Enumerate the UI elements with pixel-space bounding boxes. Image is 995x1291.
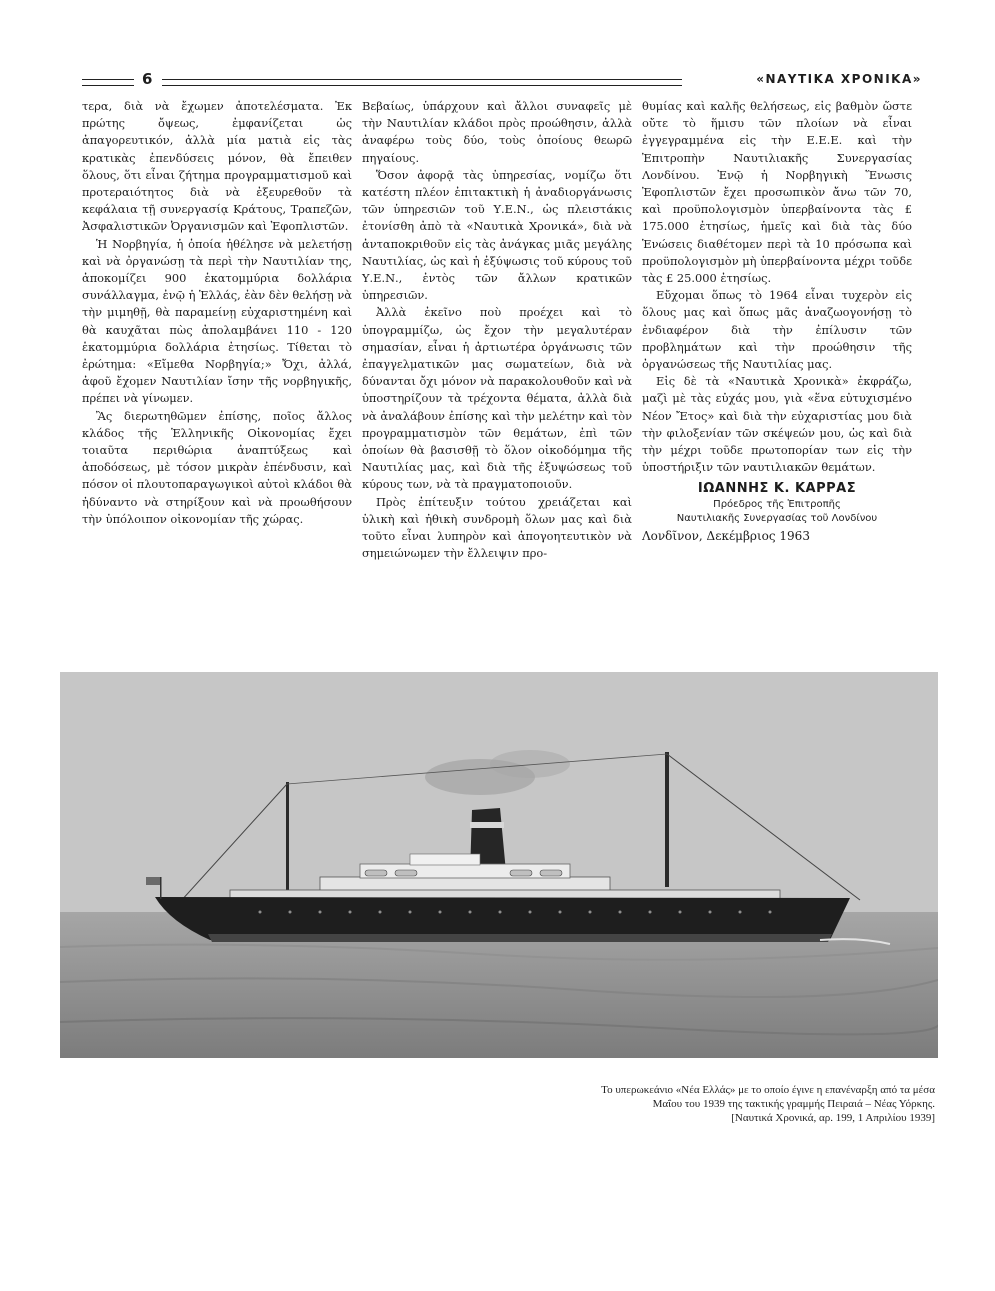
article-column-1 [82, 98, 352, 528]
paragraph: Εὔχομαι ὅπως τὸ 1964 εἶναι τυχερὸν εἰς ὅλους μας καὶ ὅπως μᾶς ἀναζωογονήσῃ τὸ ἐνδιαφέρον διὰ τὴν ἐπίλυσιν τῶν προβλημάτων καὶ τὴν προώθησιν τῆς ὀργανώσεως τῆς Ναυτιλίας μας. [642, 288, 912, 372]
paragraph: θυμίας καὶ καλῆς θελήσεως, εἰς βαθμὸν ὥστε οὔτε τὸ ἥμισυ τῶν πλοίων νὰ εἶναι ἐγγεγραμμένα εἰς τὴν Ε.Ε.Ε. καὶ τὴν Ἐπιτροπὴν Ναυτιλιακῆς Συνεργασίας Λονδίνου. Ἐνῷ ἡ Νορβηγικὴ Ἕνωσις Ἐφοπλιστῶν ἔχει προσωπικὸν ἄνω τῶν 70, καὶ προϋπολογισμὸν ὑπερβαίνοντα τὰς £ 175.000 ἐτησίως, ἡμεῖς καὶ διὰ τὰς δύο Ἑνώσεις διαθέτομεν περὶ τὰ 10 πρόσωπα καὶ προϋπολογισμὸν μὴ ὑπερβαίνοντα μέχρι τοῦδε τὰς £ 25.000 ἐτησίως. [642, 99, 912, 286]
fore-mast [286, 782, 289, 902]
signature-organization: Ναυτιλιακῆς Συνεργασίας τοῦ Λονδίνου [676, 512, 878, 524]
ocean-liner-illustration [60, 672, 938, 1058]
paragraph: τερα, διὰ νὰ ἔχωμεν ἀποτελέσματα. Ἐκ πρώτης ὄψεως, ἐμφανίζεται ὡς ἀπαγορευτικόν, ἀλλὰ μία ματιὰ εἰς τὰς κρατικὰς ἐπενδύσεις μόνον, θὰ ἔπειθεν ὅλους, ὅτι εἶναι ζήτημα προγραμματισμοῦ καὶ προτεραιότητος διὰ νὰ ἐξευρεθοῦν τὰ κεφάλαια τῇ συνεργασίᾳ Κράτους, Τραπεζῶν, Ἀσφαλιστικῶν Ὀργανισμῶν καὶ Ἐφοπλιστῶν. [82, 99, 352, 234]
article-column-2 [362, 98, 632, 562]
paragraph: Ἡ Νορβηγία, ἡ ὁποία ἠθέλησε νὰ μελετήσῃ καὶ νὰ ὀργανώσῃ τὰ περὶ τὴν Ναυτιλίαν της, ἀποκομίζει 900 ἑκατομμύρια δολλάρια συνάλλαγμα, ἐνῷ ἡ Ἑλλάς, ἐὰν δὲν θελήσῃ νὰ τὴν μιμηθῇ, θὰ παραμείνῃ εὐχαριστημένη καὶ θὰ καυχᾶται πὼς ἀπολαμβάνει 110 - 120 ἑκατομμύρια δολλάρια ἐτησίως. Τίθεται τὸ ἐρώτημα: «Εἴμεθα Νορβηγία;» Ὄχι, ἀλλά, ἀφοῦ ἔχομεν Ναυτιλίαν ἴσην τῆς νορβηγικῆς, πρέπει νὰ γίνωμεν. [82, 236, 352, 406]
caption-line: Μαΐου του 1939 της τακτικής γραμμής Πειραιά – Νέας Υόρκης. [652, 1098, 935, 1110]
signature-place-date: Λονδῖνον, Δεκέμβριος 1963 [642, 528, 810, 543]
article-column-3 [642, 98, 912, 545]
funnel-band [470, 822, 504, 828]
hull [155, 897, 850, 940]
flag-pole [160, 877, 162, 899]
boat-deck [360, 864, 570, 878]
paragraph: Ἀλλὰ ἐκεῖνο ποὺ προέχει καὶ τὸ ὑπογραμμίζω, ὡς ἔχον τὴν μεγαλυτέραν σημασίαν, εἶναι ἡ ἀρτιωτέρα ὀργάνωσις τῶν ἐπαγγελματικῶν μας σωματείων, διὰ νὰ δύνανται ὄχι μόνον νὰ παρακολουθοῦν καὶ νὰ ὑποστηρίζουν τὰ τρέχοντα θέματα, ἀλλὰ διὰ νὰ ἀναλάβουν ἐπίσης καὶ τὴν μελέτην καὶ τὸν προγραμματισμὸν τῶν θεμάτων, ἐπὶ τῶν ὁποίων θὰ βασισθῇ τὸ ὅλον οἰκοδόμημα τῆς Ναυτιλίας μας, καὶ διὰ τῆς ἐξυψώσεως τοῦ κύρους των, νὰ τὰ πραγματοποιοῦν. [362, 305, 632, 492]
header-rule-middle [162, 79, 682, 86]
paragraph: Πρὸς ἐπίτευξιν τούτου χρειάζεται καὶ ὑλικὴ καὶ ἠθικὴ συνδρομὴ ὅλων μας καὶ διὰ τοῦτο εἶναι λυπηρὸν καὶ ἀπογοητευτικὸν νὰ σημειώνωμεν τὴν ἔλλειψιν προ- [362, 494, 632, 561]
caption-line: [Ναυτικά Χρονικά, αρ. 199, 1 Απριλίου 1939] [731, 1112, 935, 1124]
ship-photograph [60, 672, 938, 1058]
photo-caption [415, 1083, 935, 1125]
paragraph: Ἂς διερωτηθῶμεν ἐπίσης, ποῖος ἄλλος κλάδος τῆς Ἑλληνικῆς Οἰκονομίας ἔχει τοιαῦτα περιθώρια ἀναπτύξεως καὶ ἀποδόσεως, μὲ τόσον μικρὰν ἐπένδυσιν, καὶ πόσον οἱ πλουτοπαραγωγικοὶ αὐτοὶ κλάδοι θὰ ἠδύναντο νὰ στηρίξουν καὶ νὰ προωθήσουν τὴν ὑπόλοιπον οἰκονομίαν τῆς χώρας. [82, 408, 352, 526]
journal-title: «ΝΑΥΤΙΚΑ ΧΡΟΝΙΚΑ» [756, 72, 922, 86]
aft-mast [665, 752, 669, 887]
paragraph: Ὅσον ἀφορᾷ τὰς ὑπηρεσίας, νομίζω ὅτι κατέστη πλέον ἐπιτακτικὴ ἡ ἀναδιοργάνωσις τῶν ὑπηρεσιῶν τοῦ Υ.Ε.Ν., ὡς πλειστάκις ἐτονίσθη ἀπὸ τὰ «Ναυτικὰ Χρονικά», διὰ νὰ ἀνταποκριθοῦν εἰς τὰς ἀνάγκας μιᾶς μεγάλης Ναυτιλίας, ὡς καὶ ἡ ἐξύψωσις τοῦ κύρους τοῦ Υ.Ε.Ν., ἐντὸς τῶν ἄλλων κρατικῶν ὑπηρεσιῶν. [362, 167, 632, 303]
signature-name: ΙΩΑΝΝΗΣ Κ. ΚΑΡΡΑΣ [697, 481, 857, 497]
signature-role: Πρόεδρος τῆς Ἐπιτροπῆς [713, 498, 841, 510]
flag [146, 877, 160, 885]
signature-block [642, 480, 912, 544]
caption-line: Το υπερωκεάνιο «Νέα Ελλάς» με το οποίο έγινε η επανέναρξη από τα μέσα [601, 1084, 935, 1096]
bridge [410, 854, 480, 865]
smoke [490, 750, 570, 778]
page-header [82, 72, 922, 94]
page-number: 6 [142, 70, 153, 88]
waterline [208, 934, 832, 942]
header-rule-left [82, 79, 134, 86]
paragraph: Βεβαίως, ὑπάρχουν καὶ ἄλλοι συναφεῖς μὲ τὴν Ναυτιλίαν κλάδοι πρὸς προώθησιν, ἀλλὰ ἀναφέρω τοὺς δύο, τοὺς ὁποίους θεωρῶ πηγαίους. [362, 99, 632, 165]
paragraph: Εἰς δὲ τὰ «Ναυτικὰ Χρονικὰ» ἐκφράζω, μαζὶ μὲ τὰς εὐχάς μου, γιὰ «ἕνα εὐτυχισμένο Νέον Ἔτος» καὶ διὰ τὴν εὐχαριστίας μου διὰ τὴν φιλοξενίαν τῶν σκέψεών μου, ὡς καὶ διὰ τὴν μέχρι τοῦδε πρωτοπορίαν των εἰς τὴν ὑποστήριξιν τῶν ναυτιλιακῶν θεμάτων. [642, 374, 912, 475]
